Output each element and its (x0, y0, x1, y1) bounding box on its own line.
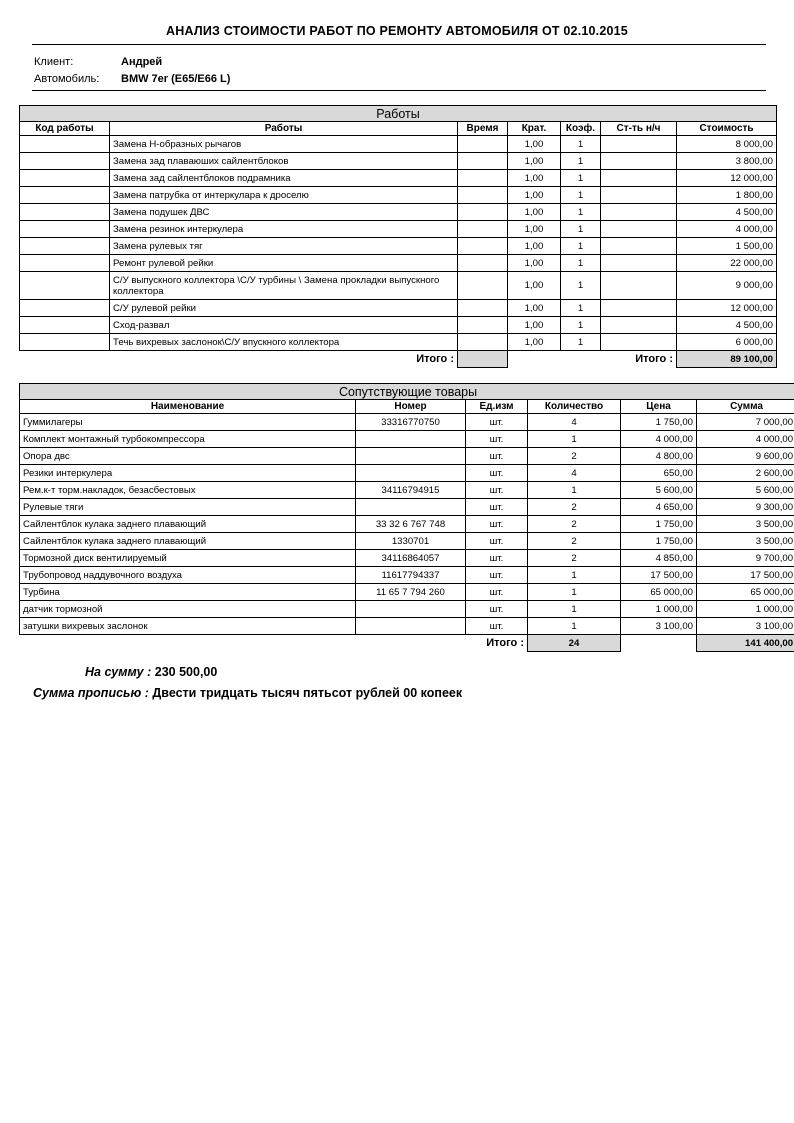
goods-number-cell: 11617794337 (356, 567, 466, 584)
work-time-cell (458, 170, 508, 187)
table-row (20, 317, 777, 334)
goods-number-cell: 11 65 7 794 260 (356, 584, 466, 601)
work-krat-cell: 1,00 (508, 136, 561, 153)
table-row (20, 414, 794, 431)
goods-number-cell (356, 499, 466, 516)
work-krat-cell: 1,00 (508, 272, 561, 300)
goods-section-title: Сопутствующие товары (20, 384, 794, 400)
work-koef-cell: 1 (561, 300, 601, 317)
work-koef-cell: 1 (561, 238, 601, 255)
goods-unit-cell: шт. (466, 482, 528, 499)
goods-sum-cell: 4 000,00 (697, 431, 794, 448)
goods-name-cell: Трубопровод наддувочного воздуха (20, 567, 356, 584)
goods-name-cell: затушки вихревых заслонок (20, 618, 356, 635)
table-row (20, 300, 777, 317)
table-row (20, 618, 794, 635)
goods-unit-cell: шт. (466, 601, 528, 618)
work-rate-cell (601, 238, 677, 255)
goods-price-cell: 4 650,00 (621, 499, 697, 516)
goods-name-cell: Турбина (20, 584, 356, 601)
goods-sum-cell: 3 100,00 (697, 618, 794, 635)
work-cost-cell: 12 000,00 (677, 300, 777, 317)
col-work-code: Код работы (20, 122, 110, 136)
goods-sum-cell: 2 600,00 (697, 465, 794, 482)
goods-sum-cell: 1 000,00 (697, 601, 794, 618)
col-hour-rate: Ст-ть н/ч (601, 122, 677, 136)
table-row (20, 334, 777, 351)
goods-unit-cell: шт. (466, 516, 528, 533)
goods-price-cell: 4 850,00 (621, 550, 697, 567)
work-cost-cell: 9 000,00 (677, 272, 777, 300)
col-part-number: Номер (356, 400, 466, 414)
work-koef-cell: 1 (561, 334, 601, 351)
work-rate-cell (601, 170, 677, 187)
work-code-cell (20, 255, 110, 272)
goods-price-cell: 1 750,00 (621, 414, 697, 431)
works-section-title: Работы (20, 106, 777, 122)
goods-price-cell: 17 500,00 (621, 567, 697, 584)
work-name-cell: Замена Н-образных рычагов (110, 136, 458, 153)
goods-number-cell (356, 618, 466, 635)
goods-sum-cell: 5 600,00 (697, 482, 794, 499)
goods-qty-cell: 2 (528, 448, 621, 465)
goods-sum-cell: 9 600,00 (697, 448, 794, 465)
goods-sum-cell: 9 700,00 (697, 550, 794, 567)
goods-number-cell (356, 601, 466, 618)
work-name-cell: С/У рулевой рейки (110, 300, 458, 317)
work-rate-cell (601, 334, 677, 351)
goods-total-label: Итого : (486, 637, 524, 650)
table-row (20, 550, 794, 567)
goods-name-cell: Сайлентблок кулака заднего плавающий (20, 533, 356, 550)
work-rate-cell (601, 136, 677, 153)
col-work-name: Работы (110, 122, 458, 136)
goods-unit-cell: шт. (466, 414, 528, 431)
work-code-cell (20, 334, 110, 351)
work-cost-cell: 4 000,00 (677, 221, 777, 238)
work-time-cell (458, 272, 508, 300)
works-total-label: Итого : (416, 353, 454, 366)
goods-qty-cell: 1 (528, 482, 621, 499)
table-row (20, 255, 777, 272)
col-krat: Крат. (508, 122, 561, 136)
work-koef-cell: 1 (561, 255, 601, 272)
goods-number-cell: 33316770750 (356, 414, 466, 431)
goods-qty-cell: 4 (528, 465, 621, 482)
table-row (20, 584, 794, 601)
goods-price-cell: 5 600,00 (621, 482, 697, 499)
goods-sum-cell: 3 500,00 (697, 533, 794, 550)
table-row (20, 567, 794, 584)
work-koef-cell: 1 (561, 317, 601, 334)
sum-words-value: Двести тридцать тысяч пятьсот рублей 00 копеек (152, 686, 463, 700)
sum-label: На сумму : (85, 665, 152, 679)
goods-name-cell: Комплект монтажный турбокомпрессора (20, 431, 356, 448)
goods-unit-cell: шт. (466, 584, 528, 601)
work-krat-cell: 1,00 (508, 238, 561, 255)
work-cost-cell: 12 000,00 (677, 170, 777, 187)
goods-total-row (20, 635, 794, 652)
table-row (20, 499, 794, 516)
goods-qty-cell: 1 (528, 601, 621, 618)
work-rate-cell (601, 187, 677, 204)
col-quantity: Количество (528, 400, 621, 414)
client-label: Клиент: (34, 56, 74, 68)
work-krat-cell: 1,00 (508, 187, 561, 204)
work-code-cell (20, 317, 110, 334)
goods-price-cell: 650,00 (621, 465, 697, 482)
table-row (20, 482, 794, 499)
works-table (19, 105, 777, 368)
goods-number-cell: 34116794915 (356, 482, 466, 499)
goods-name-cell: Резики интеркулера (20, 465, 356, 482)
goods-unit-cell: шт. (466, 618, 528, 635)
title-divider (32, 44, 766, 45)
table-row (20, 516, 794, 533)
table-row (20, 272, 777, 300)
goods-price-cell: 65 000,00 (621, 584, 697, 601)
goods-number-cell: 1330701 (356, 533, 466, 550)
goods-table (19, 383, 794, 652)
work-cost-cell: 1 500,00 (677, 238, 777, 255)
work-cost-cell: 4 500,00 (677, 317, 777, 334)
work-rate-cell (601, 255, 677, 272)
work-krat-cell: 1,00 (508, 334, 561, 351)
goods-sum-cell: 65 000,00 (697, 584, 794, 601)
sum-value: 230 500,00 (154, 665, 218, 679)
work-code-cell (20, 204, 110, 221)
table-row (20, 221, 777, 238)
work-code-cell (20, 221, 110, 238)
table-row (20, 153, 777, 170)
work-code-cell (20, 170, 110, 187)
table-row (20, 170, 777, 187)
goods-unit-cell: шт. (466, 448, 528, 465)
client-value: Андрей (121, 56, 163, 68)
work-code-cell (20, 300, 110, 317)
work-name-cell: Замена зад плаваюших сайлентблоков (110, 153, 458, 170)
work-time-cell (458, 300, 508, 317)
work-cost-cell: 3 800,00 (677, 153, 777, 170)
works-total-time (458, 351, 508, 368)
work-cost-cell: 1 800,00 (677, 187, 777, 204)
table-row (20, 533, 794, 550)
goods-name-cell: датчик тормозной (20, 601, 356, 618)
work-time-cell (458, 153, 508, 170)
goods-qty-cell: 2 (528, 516, 621, 533)
col-price: Цена (621, 400, 697, 414)
goods-unit-cell: шт. (466, 550, 528, 567)
work-rate-cell (601, 300, 677, 317)
work-code-cell (20, 272, 110, 300)
table-row (20, 431, 794, 448)
car-label: Автомобиль: (34, 73, 100, 85)
work-code-cell (20, 136, 110, 153)
work-koef-cell: 1 (561, 272, 601, 300)
work-name-cell: Ремонт рулевой рейки (110, 255, 458, 272)
work-rate-cell (601, 272, 677, 300)
sum-words-line (33, 686, 462, 700)
work-name-cell: Замена зад сайлентблоков подрамника (110, 170, 458, 187)
goods-qty-cell: 1 (528, 618, 621, 635)
work-rate-cell (601, 204, 677, 221)
table-row (20, 136, 777, 153)
work-cost-cell: 8 000,00 (677, 136, 777, 153)
goods-number-cell (356, 448, 466, 465)
header-divider (32, 90, 766, 91)
goods-total-sum: 141 400,00 (697, 635, 794, 652)
table-row (20, 238, 777, 255)
table-row (20, 448, 794, 465)
work-koef-cell: 1 (561, 136, 601, 153)
sum-line (85, 665, 217, 679)
work-krat-cell: 1,00 (508, 221, 561, 238)
goods-unit-cell: шт. (466, 499, 528, 516)
work-code-cell (20, 238, 110, 255)
goods-name-cell: Рем.к-т торм.накладок, безасбестовых (20, 482, 356, 499)
work-name-cell: Замена резинок интеркулера (110, 221, 458, 238)
work-koef-cell: 1 (561, 221, 601, 238)
goods-name-cell: Сайлентблок кулака заднего плавающий (20, 516, 356, 533)
goods-number-cell (356, 465, 466, 482)
goods-sum-cell: 17 500,00 (697, 567, 794, 584)
table-row (20, 465, 794, 482)
work-krat-cell: 1,00 (508, 300, 561, 317)
work-time-cell (458, 187, 508, 204)
work-code-cell (20, 153, 110, 170)
sum-words-label: Сумма прописью : (33, 686, 149, 700)
goods-number-cell (356, 431, 466, 448)
goods-name-cell: Гуммилагеры (20, 414, 356, 431)
work-koef-cell: 1 (561, 187, 601, 204)
goods-sum-cell: 7 000,00 (697, 414, 794, 431)
work-cost-cell: 4 500,00 (677, 204, 777, 221)
goods-name-cell: Тормозной диск вентилируемый (20, 550, 356, 567)
goods-sum-cell: 3 500,00 (697, 516, 794, 533)
goods-qty-cell: 2 (528, 533, 621, 550)
goods-qty-cell: 1 (528, 567, 621, 584)
work-time-cell (458, 204, 508, 221)
goods-qty-cell: 2 (528, 550, 621, 567)
goods-total-spacer (621, 635, 697, 652)
goods-number-cell: 33 32 6 767 748 (356, 516, 466, 533)
work-name-cell: Течь вихревых заслонок\С/У впускного коллектора (110, 334, 458, 351)
goods-name-cell: Опора двс (20, 448, 356, 465)
goods-total-qty: 24 (528, 635, 621, 652)
work-name-cell: Замена рулевых тяг (110, 238, 458, 255)
goods-number-cell: 34116864057 (356, 550, 466, 567)
work-krat-cell: 1,00 (508, 204, 561, 221)
work-time-cell (458, 334, 508, 351)
goods-price-cell: 1 750,00 (621, 533, 697, 550)
goods-name-cell: Рулевые тяги (20, 499, 356, 516)
works-total-cost: 89 100,00 (677, 351, 777, 368)
goods-price-cell: 1 000,00 (621, 601, 697, 618)
table-row (20, 187, 777, 204)
work-code-cell (20, 187, 110, 204)
goods-qty-cell: 1 (528, 431, 621, 448)
goods-price-cell: 3 100,00 (621, 618, 697, 635)
work-time-cell (458, 238, 508, 255)
work-krat-cell: 1,00 (508, 317, 561, 334)
work-time-cell (458, 136, 508, 153)
goods-unit-cell: шт. (466, 465, 528, 482)
col-goods-name: Наименование (20, 400, 356, 414)
work-krat-cell: 1,00 (508, 255, 561, 272)
goods-price-cell: 1 750,00 (621, 516, 697, 533)
col-unit: Ед.изм (466, 400, 528, 414)
car-value: BMW 7er (E65/E66 L) (121, 73, 231, 85)
page-title: АНАЛИЗ СТОИМОСТИ РАБОТ ПО РЕМОНТУ АВТОМОБИЛЯ ОТ 02.10.2015 (166, 24, 628, 38)
table-row (20, 204, 777, 221)
work-koef-cell: 1 (561, 204, 601, 221)
col-sum: Сумма (697, 400, 794, 414)
goods-price-cell: 4 800,00 (621, 448, 697, 465)
col-koef: Коэф. (561, 122, 601, 136)
work-name-cell: С/У выпускного коллектора \С/У турбины \ Замена прокладки выпускного коллектора (110, 272, 458, 300)
goods-unit-cell: шт. (466, 567, 528, 584)
goods-unit-cell: шт. (466, 533, 528, 550)
goods-unit-cell: шт. (466, 431, 528, 448)
work-koef-cell: 1 (561, 153, 601, 170)
work-rate-cell (601, 153, 677, 170)
works-total-label-2: Итого : (635, 353, 673, 366)
goods-price-cell: 4 000,00 (621, 431, 697, 448)
work-time-cell (458, 221, 508, 238)
goods-sum-cell: 9 300,00 (697, 499, 794, 516)
works-total-row (20, 351, 777, 368)
work-rate-cell (601, 317, 677, 334)
table-row (20, 601, 794, 618)
work-time-cell (458, 317, 508, 334)
work-cost-cell: 6 000,00 (677, 334, 777, 351)
work-name-cell: Замена патрубка от интеркулара к дроселю (110, 187, 458, 204)
col-time: Время (458, 122, 508, 136)
work-rate-cell (601, 221, 677, 238)
goods-qty-cell: 1 (528, 584, 621, 601)
work-time-cell (458, 255, 508, 272)
goods-qty-cell: 4 (528, 414, 621, 431)
work-krat-cell: 1,00 (508, 153, 561, 170)
work-krat-cell: 1,00 (508, 170, 561, 187)
work-cost-cell: 22 000,00 (677, 255, 777, 272)
goods-qty-cell: 2 (528, 499, 621, 516)
col-cost: Стоимость (677, 122, 777, 136)
work-name-cell: Замена подушек ДВС (110, 204, 458, 221)
work-name-cell: Сход-развал (110, 317, 458, 334)
work-koef-cell: 1 (561, 170, 601, 187)
